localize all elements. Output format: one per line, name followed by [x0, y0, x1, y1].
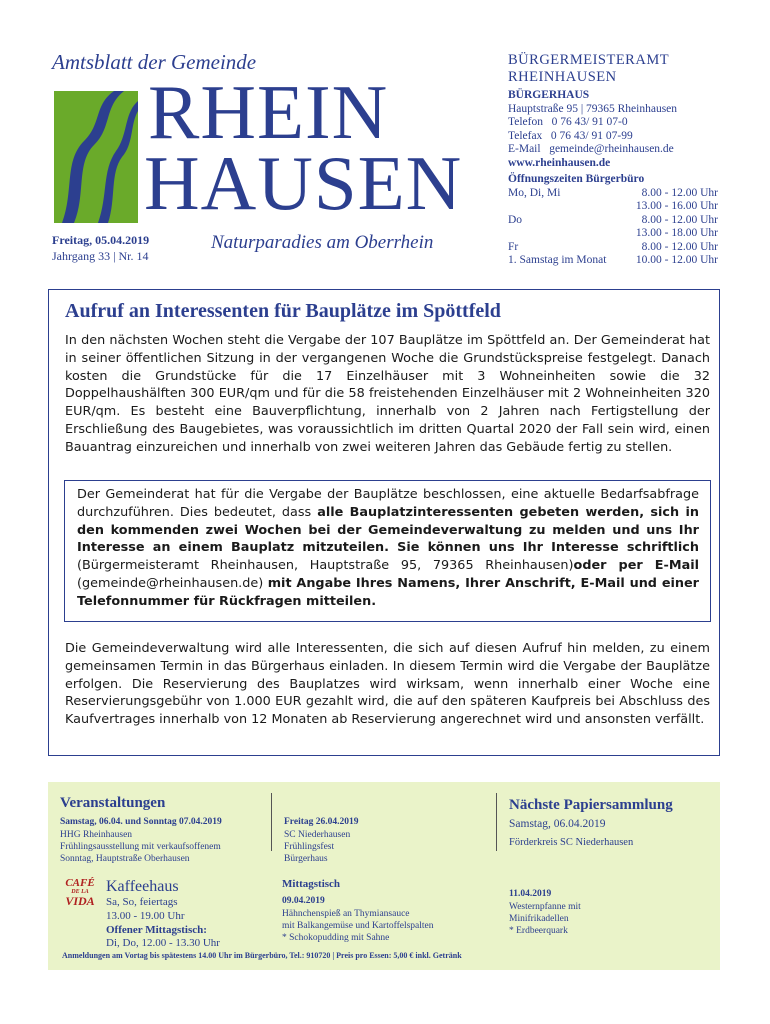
hours-day: Mo, Di, Mi [508, 186, 561, 199]
event-1-date: Samstag, 06.04. und Sonntag 07.04.2019 [60, 817, 222, 827]
rheinhausen-logo [54, 91, 138, 223]
article-paragraph-3: Die Gemeindeverwaltung wird alle Interessenten, die sich auf diesen Aufruf hin melden, zu einem gemeinsamen Termin in das Bürgerhaus einladen. In diesem Termin wird die Vergabe der Bauplätze erfolgen. Die Reservierung des Bauplatzes wird wirksam, wenn innerhalb einer Woche eine Reservierungsgebühr von 1.000 EUR gezahlt wird, die auf den späteren Kaufpreis bei Abschluss des Kaufvertrages innerhalb von 12 Monaten ab Reservierung angerechnet wird und ansonsten verfällt. [65, 641, 710, 728]
issue-date: Freitag, 05.04.2019 [52, 233, 150, 247]
event-1-line3: Sonntag, Hauptstraße Oberhausen [60, 854, 190, 864]
paper-collection-org: Förderkreis SC Niederhausen [509, 837, 634, 848]
cafe-title: Kaffeehaus [106, 878, 179, 895]
lunch-1-line3: * Schokopudding mit Sahne [282, 933, 390, 943]
divider [271, 793, 272, 851]
office-info [508, 52, 718, 268]
hours-day: Do [508, 213, 523, 226]
issue-number: Jahrgang 33 | Nr. 14 [52, 249, 149, 263]
notice-text: Der Gemeinderat hat für die Vergabe der Bauplätze beschlossen, eine aktuelle Bedarfsabfrage durchzuführen. Dies bedeutet, dass [77, 487, 699, 520]
notice-email-label: oder per E-Mail [573, 558, 699, 574]
hours-row [508, 241, 718, 255]
office-address: Hauptstraße 95 | 79365 Rheinhausen [508, 102, 678, 115]
cafe-logo-text: VIDA [65, 894, 95, 908]
office-website[interactable]: www.rheinhausen.de [508, 156, 611, 169]
event-2-line1: SC Niederhausen [284, 830, 351, 840]
cafe-logo [58, 878, 102, 920]
town-name-line1: RHEIN [148, 69, 389, 155]
lunch-2-line1: Westernpfanne mit [509, 902, 581, 912]
slogan: Naturparadies am Oberrhein [211, 232, 434, 253]
hours-row [508, 200, 718, 214]
office-fax: Telefax 0 76 43/ 91 07-99 [508, 129, 633, 142]
office-building: BÜRGERHAUS [508, 89, 590, 101]
event-1-line2: Frühlingsausstellung mit verkaufsoffenem [60, 842, 221, 852]
office-name-line2: RHEINHAUSEN [508, 69, 617, 85]
cafe-logo-text: DE LA [71, 889, 89, 895]
lunch-2-line2: Minifrikadellen [509, 914, 569, 924]
lunch-2-date: 11.04.2019 [509, 889, 552, 899]
cafe-lunch-label: Offener Mittagstisch: [106, 924, 207, 936]
notice-closing: mit Angabe Ihres Namens, Ihrer Anschrift, E-Mail und einer Telefonnummer für Rückfragen mitteilen. [77, 575, 699, 609]
notice-email: (gemeinde@rheinhausen.de) [77, 575, 268, 591]
cafe-days: Sa, So, feiertags [106, 896, 178, 908]
town-name-line2: HAUSEN [144, 140, 463, 226]
office-email[interactable]: E-Mail gemeinde@rheinhausen.de [508, 143, 674, 155]
divider [496, 793, 497, 851]
hours-day: Fr [508, 240, 519, 253]
lunch-2-line3: * Erdbeerquark [509, 926, 568, 936]
hours-row [508, 227, 718, 241]
hours-time: 13.00 - 18.00 Uhr [635, 227, 718, 239]
gazette-title: Amtsblatt der Gemeinde [52, 50, 257, 74]
office-phone: Telefon 0 76 43/ 91 07-0 [508, 116, 628, 128]
hours-time: 10.00 - 12.00 Uhr [635, 254, 718, 266]
events-title: Veranstaltungen [60, 795, 166, 811]
hours-title: Öffnungszeiten Bürgerbüro [508, 173, 645, 185]
lunch-1-line2: mit Balkangemüse und Kartoffelspalten [282, 921, 434, 931]
cafe-hours: 13.00 - 19.00 Uhr [106, 910, 185, 922]
paper-collection-title: Nächste Papiersammlung [509, 797, 673, 813]
notice-bold-text: alle Bauplatzinteressenten gebeten werden, sich in den kommenden zwei Wochen bei der Gemeindeverwaltung zu melden und uns Ihr Interesse an einem Bauplatz mitzuteilen. Sie können uns Ihr Interesse schriftlich [77, 504, 699, 556]
event-1-line1: HHG Rheinhausen [60, 830, 133, 840]
article-title: Aufruf an Interessenten für Bauplätze im Spöttfeld [65, 300, 501, 322]
article-paragraph-1: In den nächsten Wochen steht die Vergabe der 107 Bauplätze im Spöttfeld an. Der Gemeinderat hat in seiner öffentlichen Sitzung in der vergangenen Woche die Grundstückspreise festgelegt. Danach kosten die Grundstücke für die 17 Einzelhäuser mit 3 Wohneinheiten sowie die 32 Doppelhaushälften 300 EUR/qm und für die 58 freistehenden Einzelhäuser mit 2 Wohneinheiten 320 EUR/qm. Es besteht eine Bauverpflichtung, innerhalb von 2 Jahren nach Fertigstellung der Erschließung des Baugebietes, was voraussichtlich im dritten Quartal 2020 der Fall sein wird, einen Bauantrag einzureichen und innerhalb von zwei weiteren Jahren das Gebäude fertig zu stellen. [65, 333, 710, 455]
event-2-line2: Frühlingsfest [284, 842, 335, 852]
event-2-date: Freitag 26.04.2019 [284, 817, 359, 827]
hours-time: 13.00 - 16.00 Uhr [635, 200, 718, 212]
hours-time: 8.00 - 12.00 Uhr [641, 186, 718, 199]
office-name-line1: BÜRGERMEISTERAMT [508, 52, 670, 68]
hours-time: 8.00 - 12.00 Uhr [641, 240, 718, 253]
lunch-footer-note: Anmeldungen am Vortag bis spätestens 14.00 Uhr im Bürgerbüro, Tel.: 910720 | Preis pro Essen: 5,00 € inkl. Getränk [62, 951, 462, 960]
hours-day: 1. Samstag im Monat [508, 254, 607, 266]
article-paragraph-2 [77, 486, 699, 611]
cafe-logo-text: CAFÉ [65, 877, 95, 889]
lunch-1-line1: Hähnchenspieß an Thymiansauce [282, 909, 410, 919]
lunch-1-date: 09.04.2019 [282, 896, 325, 906]
hours-time: 8.00 - 12.00 Uhr [641, 213, 718, 226]
hours-row [508, 187, 718, 201]
event-2-line3: Bürgerhaus [284, 854, 328, 864]
lunch-title: Mittagstisch [282, 878, 341, 890]
hours-row [508, 254, 718, 268]
paper-collection-date: Samstag, 06.04.2019 [509, 818, 606, 830]
hours-row [508, 214, 718, 228]
notice-address: (Bürgermeisteramt Rheinhausen, Hauptstraße 95, 79365 Rheinhausen) [77, 558, 574, 574]
cafe-lunch-hours: Di, Do, 12.00 - 13.30 Uhr [106, 937, 220, 949]
